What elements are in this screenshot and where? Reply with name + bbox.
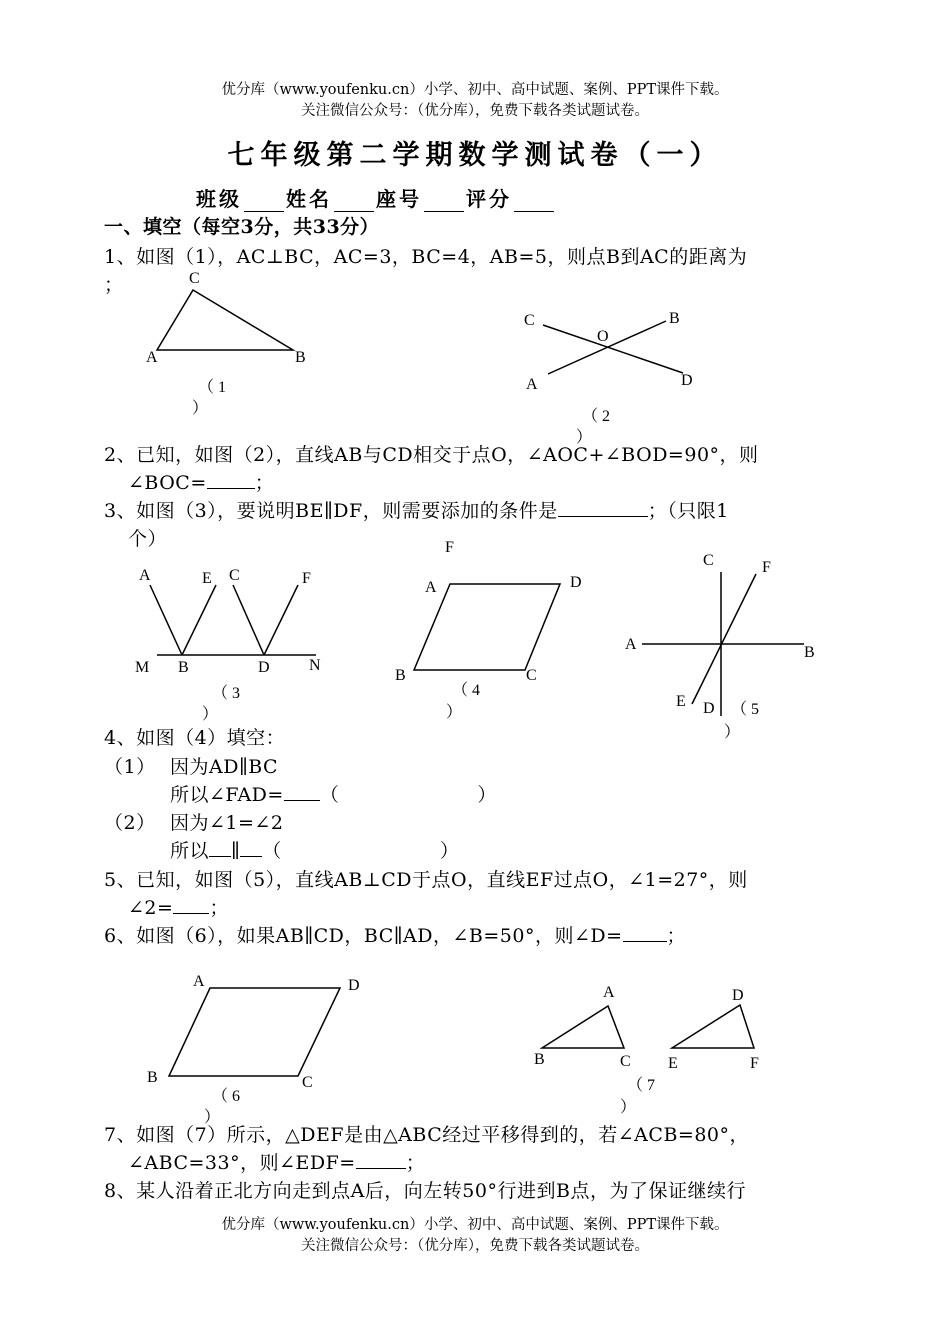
section-heading: 一、填空（每空3分，共33分） [104,216,380,238]
fig7-triangle-abc [542,1006,624,1048]
question-1-text: 1、如图（1），AC⊥BC，AC=3，BC=4，AB=5，则点B到AC的距离为 [104,246,748,268]
fig5-label-c: C [703,552,714,569]
q5-prefix: ∠2= [128,897,174,919]
site-header-line2: 关注微信公众号：（优分库），免费下载各类试题试卷。 [301,103,649,119]
fig1-label-b: B [295,349,306,366]
fig1-caption-close: ） [192,400,209,417]
fig3-label-m: M [135,659,150,676]
q4-part1-given: 因为AD∥BC [170,756,279,778]
q4-reason-close: ） [477,784,497,806]
fig4-parallelogram [414,584,560,670]
fig2-caption-close: ） [576,429,593,446]
fig7-label-b: B [534,1051,545,1068]
fig5-label-a: A [625,636,637,653]
question-2-text: 2、已知，如图（2），直线AB与CD相交于点O，∠AOC+∠BOD=90°，则 [104,444,759,466]
q4-part1-label: （1） [104,756,156,778]
question-3-line2: 个） [128,528,168,550]
q6-prefix: 6、如图（6），如果AB∥CD，BC∥AD，∠B=50°，则∠D= [104,925,623,947]
fig7-label-f: F [750,1055,759,1072]
fig4-label-b: B [395,667,406,684]
fig6-caption-close: ） [204,1109,221,1126]
q4-reason2-close: ） [439,840,460,862]
fig1-label-c: C [189,270,200,287]
fig1-caption: （ 1 [198,379,227,396]
figure-7 [534,984,759,1116]
question-1-end: ； [104,274,124,296]
fig5-label-f: F [762,559,771,576]
fig6-caption: （ 6 [212,1088,241,1105]
fig3-line-eb [182,585,216,655]
fig2-label-o: O [597,328,609,345]
fig6-label-a: A [193,973,205,990]
fig2-line-cd [543,325,683,373]
fig6-label-c: C [302,1074,313,1091]
fig7-caption-close: ） [620,1099,637,1116]
fig7-label-e: E [668,1055,678,1072]
fig4-label-a: A [425,579,437,596]
question-4-text: 4、如图（4）填空： [104,727,286,749]
q4-so-prefix: 所以 [170,840,210,862]
fig3-label-c: C [229,567,240,584]
q5-suffix: ； [209,897,229,919]
fig3-label-f: F [302,570,311,587]
site-footer-line1: 优分库（www.youfenku.cn）小学、初中、高中试题、案例、PPT课件下载。 [221,1217,729,1233]
fig6-parallelogram [169,988,340,1076]
fig2-label-c: C [524,312,535,329]
q4-part2-given: 因为∠1=∠2 [170,812,284,834]
fig3-label-a: A [139,567,151,584]
site-header-line1: 优分库（www.youfenku.cn）小学、初中、高中试题、案例、PPT课件下载。 [221,82,729,98]
question-8-text: 8、某人沿着正北方向走到点A后，向左转50°行进到B点，为了保证继续行 [104,1180,746,1202]
fig3-line-cd [233,585,264,655]
figure-2 [524,310,693,446]
fig1-label-a: A [146,349,158,366]
fig3-label-d: D [258,659,270,676]
fig7-label-a: A [603,984,615,1001]
q7-prefix: ∠ABC=33°，则∠EDF= [128,1152,356,1174]
q2-suffix: ； [254,472,275,494]
fig3-line-ab [150,585,182,655]
q3-prefix: 3、如图（3），要说明BE∥DF，则需要添加的条件是 [104,500,558,522]
page-title: 七年级第二学期数学测试卷（一） [227,140,723,171]
q4-parallel-sign: ∥ [231,840,241,862]
seat-label: 座号 [376,187,422,211]
q6-suffix: ； [666,925,687,947]
class-label: 班级 [196,187,242,211]
figure-5 [625,552,815,741]
fig1-triangle [157,290,293,350]
fig2-label-a: A [526,376,538,393]
q3-suffix: ；（只限1 [647,500,729,522]
figure-3 [135,567,321,723]
fig4-caption-close: ） [446,704,463,721]
q7-suffix: ； [405,1152,426,1174]
fig6-label-b: B [147,1069,158,1086]
fig4-label-f: F [445,539,454,556]
fig7-triangle-def [672,1005,754,1048]
figure-6 [147,973,360,1126]
fig2-label-d: D [681,372,693,389]
name-label: 姓名 [286,187,332,211]
fig4-caption: （ 4 [452,682,481,699]
fig5-label-b: B [804,644,815,661]
question-5-text: 5、已知，如图（5），直线AB⊥CD于点O，直线EF过点O，∠1=27°，则 [104,869,748,891]
q2-prefix: ∠BOC= [128,472,207,494]
fig3-line-fd [264,585,298,655]
fig6-label-d: D [348,977,360,994]
fig7-label-d: D [732,987,744,1004]
q4-part2-label: （2） [104,812,156,834]
fig5-label-d: D [703,700,715,717]
score-label: 评分 [466,187,512,211]
fig5-caption: （ 5 [731,701,760,718]
fig2-label-b: B [669,310,680,327]
fig7-label-c: C [620,1053,631,1070]
fig5-line-ef [692,574,756,704]
fig4-label-d: D [570,574,582,591]
fig3-label-n: N [309,657,321,674]
question-7-text: 7、如图（7）所示，△DEF是由△ABC经过平移得到的，若∠ACB=80°， [104,1124,749,1146]
fig5-label-e: E [676,693,686,710]
fig4-label-c: C [526,667,537,684]
fig7-caption: （ 7 [627,1077,656,1094]
q4-reason-open: （ [319,784,340,806]
site-footer-line2: 关注微信公众号：（优分库），免费下载各类试题试卷。 [301,1238,649,1254]
q4-fad-prefix: 所以∠FAD= [170,784,284,806]
figure-1 [146,270,306,417]
fig2-caption: （ 2 [582,408,611,425]
fig5-caption-close: ） [724,724,741,741]
fig3-label-e: E [202,570,212,587]
q4-reason2-open: （ [262,840,282,862]
fig3-caption-close: ） [202,706,219,723]
fig3-label-b: B [178,659,189,676]
fig3-caption: （ 3 [212,685,241,702]
figure-4 [395,539,582,721]
